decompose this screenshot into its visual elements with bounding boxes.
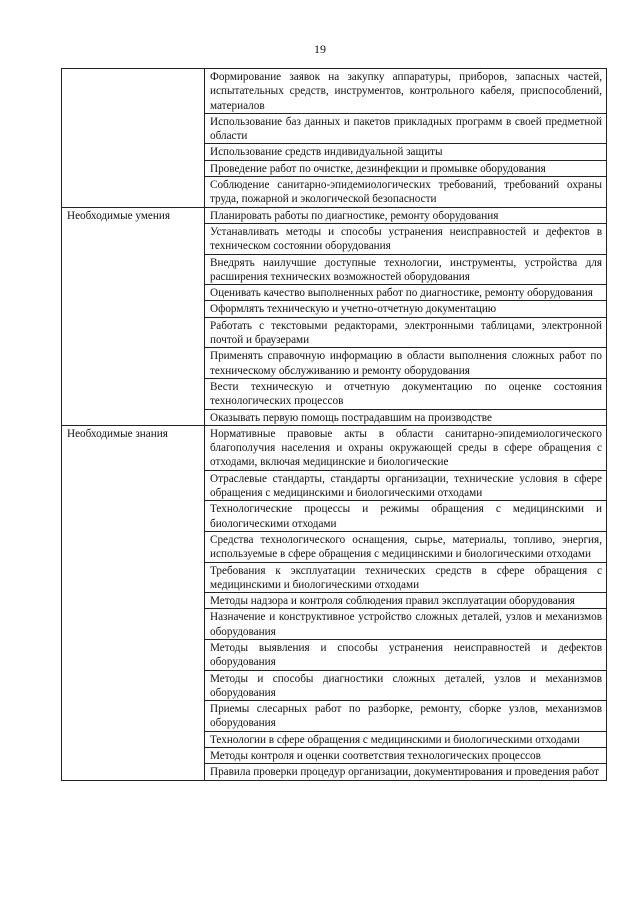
table-row: [62, 425, 607, 470]
requirement-item: Методы надзора и контроля соблюдения правил эксплуатации оборудования: [205, 593, 607, 609]
requirement-item: Назначение и конструктивное устройство сложных деталей, узлов и механизмов оборудования: [205, 609, 607, 640]
requirement-item: Средства технологического оснащения, сырье, материалы, топливо, энергия, используемые в сфере обращения с медицинскими и биологическими отходами: [205, 531, 607, 562]
requirement-item: Методы и способы диагностики сложных деталей, узлов и механизмов оборудования: [205, 670, 607, 701]
requirement-item: Проведение работ по очистке, дезинфекции и промывке оборудования: [205, 160, 607, 176]
requirement-item: Планировать работы по диагностике, ремонту оборудования: [205, 207, 607, 223]
requirement-item: Отраслевые стандарты, стандарты организации, технические условия в сфере обращения с медицинскими и биологическими отходами: [205, 470, 607, 501]
requirement-item: Оказывать первую помощь пострадавшим на производстве: [205, 409, 607, 425]
requirement-item: Методы выявления и способы устранения неисправностей и дефектов оборудования: [205, 639, 607, 670]
requirements-table: [61, 68, 607, 781]
requirement-item: Применять справочную информацию в области выполнения сложных работ по техническому обслуживанию и ремонту оборудования: [205, 348, 607, 379]
requirement-item: Методы контроля и оценки соответствия технологических процессов: [205, 748, 607, 764]
requirement-item: Оформлять техническую и учетно-отчетную документацию: [205, 301, 607, 317]
requirement-item: Соблюдение санитарно-эпидемиологических требований, требований охраны труда, пожарной и экологической безопасности: [205, 177, 607, 208]
table-row: [62, 69, 607, 114]
requirement-item: Устанавливать методы и способы устранения неисправностей и дефектов в техническом состоянии оборудования: [205, 223, 607, 254]
requirement-item: Технологические процессы и режимы обращения с медицинскими и биологическими отходами: [205, 501, 607, 532]
table-row: [62, 207, 607, 223]
requirement-item: Вести техническую и отчетную документацию по оценке состояния технологических процессов: [205, 378, 607, 409]
requirement-item: Работать с текстовыми редакторами, электронными таблицами, электронной почтой и браузерами: [205, 317, 607, 348]
requirement-item: Формирование заявок на закупку аппаратуры, приборов, запасных частей, испытательных средств, инструментов, контрольного кабеля, приспособлений, материалов: [205, 69, 607, 114]
requirements-table-body: [62, 69, 607, 781]
requirement-item: Правила проверки процедур организации, документирования и проведения работ: [205, 764, 607, 780]
section-label: [62, 69, 205, 208]
requirement-item: Нормативные правовые акты в области санитарно-эпидемиологического благополучия населения и охраны окружающей среды в сфере обращения с отходами, включая медицинские и биологические: [205, 425, 607, 470]
page-number: 19: [314, 42, 326, 56]
requirement-item: Требования к эксплуатации технических средств в сфере обращения с медицинскими и биологическими отходами: [205, 562, 607, 593]
section-label: Необходимые знания: [62, 425, 205, 780]
requirement-item: Использование баз данных и пакетов прикладных программ в своей предметной области: [205, 113, 607, 144]
requirement-item: Оценивать качество выполненных работ по диагностике, ремонту оборудования: [205, 285, 607, 301]
requirement-item: Приемы слесарных работ по разборке, ремонту, сборке узлов, механизмов оборудования: [205, 701, 607, 732]
requirement-item: Внедрять наилучшие доступные технологии, инструменты, устройства для расширения технических возможностей оборудования: [205, 254, 607, 285]
section-label: Необходимые умения: [62, 207, 205, 425]
requirement-item: Использование средств индивидуальной защиты: [205, 144, 607, 160]
requirement-item: Технологии в сфере обращения с медицинскими и биологическими отходами: [205, 731, 607, 747]
